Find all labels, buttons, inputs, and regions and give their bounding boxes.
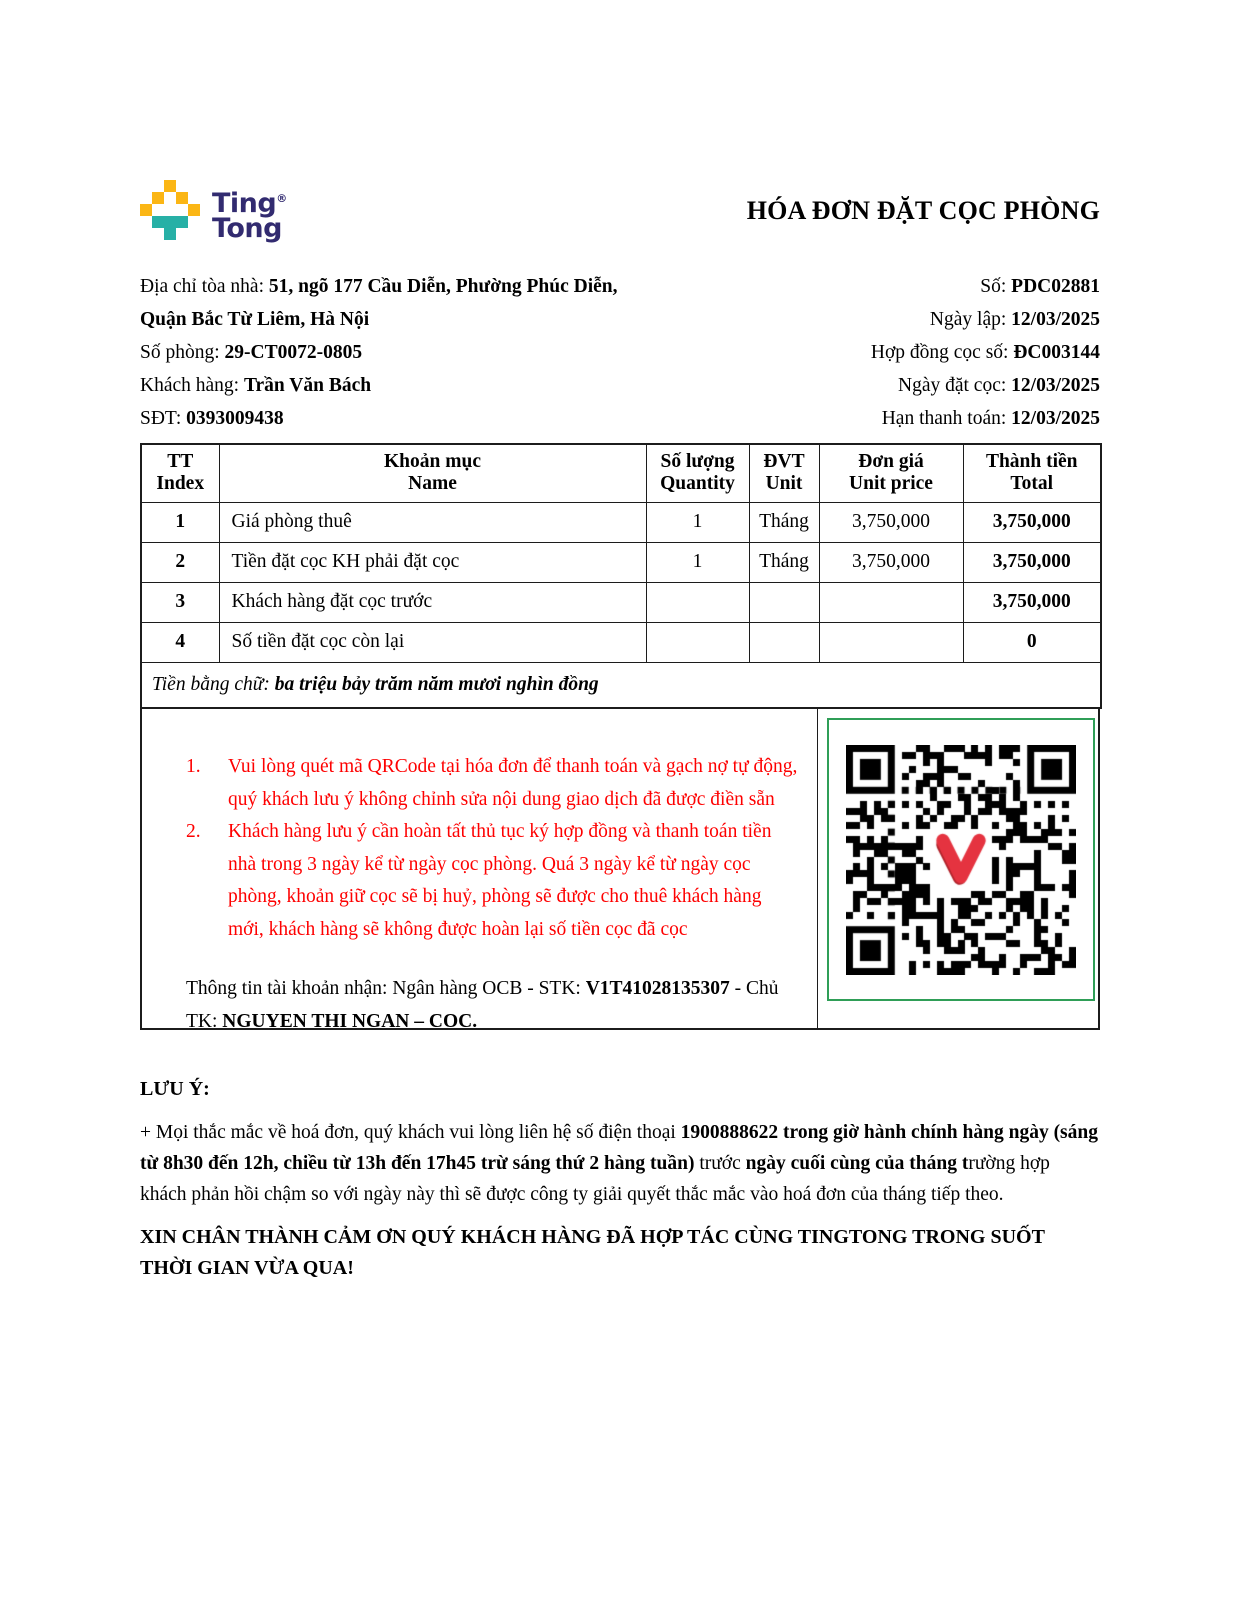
thank-you-message: XIN CHÂN THÀNH CẢM ƠN QUÝ KHÁCH HÀNG ĐÃ HỢP TÁC CÙNG TINGTONG TRONG SUỐT THỜI GIAN VỪA QUA! <box>140 1226 1045 1279</box>
footer-support-paragraph: + Mọi thắc mắc về hoá đơn, quý khách vui lòng liên hệ số điện thoại 1900888622 trong giờ hành chính hàng ngày (sáng từ 8h30 đến 12h, chiều từ 13h đến 17h45 trừ sáng thứ 2 hàng tuần) trước ngày cuối cùng của tháng trường hợp khách phản hồi chậm so với ngày này thì sẽ được công ty giải quyết thắc mắc vào hoá đơn của tháng tiếp theo. <box>140 1122 1098 1205</box>
registered-trademark-icon: ® <box>276 192 287 205</box>
col-header-quantity: Số lượng Quantity <box>646 444 749 502</box>
row3-quantity <box>646 582 749 622</box>
invoice-number-value: PDC02881 <box>1011 276 1100 297</box>
note-text: Khách hàng lưu ý cần hoàn tất thủ tục ký hợp đồng và thanh toán tiền nhà trong 3 ngày kể từ ngày cọc phòng. Quá 3 ngày kể từ ngày cọc phòng, khoản giữ cọc sẽ bị huỷ, phòng sẽ được cho thuê khách hàng mới, khách hàng sẽ không được hoàn lại số tiền cọc đã cọc <box>228 821 772 940</box>
payment-qr-code <box>846 745 1076 975</box>
row2-total: 3,750,000 <box>963 542 1101 582</box>
customer-phone-value: 0393009438 <box>186 408 284 429</box>
row1-unit-price: 3,750,000 <box>819 502 963 542</box>
row1-unit: Tháng <box>749 502 819 542</box>
due-date-line: Hạn thanh toán: 12/03/2025 <box>881 408 1100 429</box>
note-heading: LƯU Ý: <box>140 1078 210 1100</box>
deposit-date-value: 12/03/2025 <box>1011 375 1100 396</box>
customer-phone-label: SĐT: <box>140 408 187 429</box>
list-item <box>186 751 801 816</box>
payment-notes <box>142 709 817 1032</box>
amount-in-words-label: Tiền bằng chữ: <box>152 673 275 695</box>
tingtong-logo <box>140 180 287 244</box>
table-row <box>141 542 1101 582</box>
amount-in-words-row <box>141 662 1101 708</box>
row4-total: 0 <box>963 622 1101 662</box>
table-row <box>141 622 1101 662</box>
note-number: 1. <box>186 756 201 777</box>
customer-name-line <box>140 369 645 402</box>
logo-word-ting: Ting <box>212 188 277 219</box>
row1-quantity: 1 <box>646 502 749 542</box>
building-address-value: 51, ngõ 177 Cầu Diễn, Phường Phúc Diễn, Quận Bắc Từ Liêm, Hà Nội <box>140 276 618 330</box>
row4-quantity <box>646 622 749 662</box>
invoice-meta <box>871 270 1100 435</box>
list-item <box>186 816 801 946</box>
qr-cell <box>817 709 1098 1028</box>
row2-index: 2 <box>141 542 219 582</box>
row4-unit-price <box>819 622 963 662</box>
col-header-index: TT Index <box>141 444 219 502</box>
invoice-number-line: Số: PDC02881 <box>980 276 1100 297</box>
table-row <box>141 502 1101 542</box>
header <box>140 180 1100 260</box>
issue-date-value: 12/03/2025 <box>1011 309 1100 330</box>
row3-index: 3 <box>141 582 219 622</box>
row2-unit: Tháng <box>749 542 819 582</box>
table-header-row <box>141 444 1101 502</box>
row4-unit <box>749 622 819 662</box>
customer-name-value: Trần Văn Bách <box>243 375 372 396</box>
row3-unit-price <box>819 582 963 622</box>
tingtong-logo-text <box>212 186 287 244</box>
deposit-date-line: Ngày đặt cọc: 12/03/2025 <box>897 375 1100 396</box>
payment-notes-box <box>140 709 1100 1030</box>
row4-index: 4 <box>141 622 219 662</box>
building-address-label: Địa chỉ tòa nhà: <box>140 276 269 297</box>
note-text: Vui lòng quét mã QRCode tại hóa đơn để thanh toán và gạch nợ tự động, quý khách lưu ý không chỉnh sửa nội dung giao dịch đã được điền sẵn <box>228 756 798 810</box>
row2-name: Tiền đặt cọc KH phải đặt cọc <box>219 542 646 582</box>
invoice-title: HÓA ĐƠN ĐẶT CỌC PHÒNG <box>746 196 1100 225</box>
tingtong-logo-icon <box>140 180 200 240</box>
issue-date-line: Ngày lập: 12/03/2025 <box>929 309 1100 330</box>
amount-in-words <box>141 662 1101 708</box>
items-table-wrapper <box>140 443 1100 1030</box>
customer-name-label: Khách hàng: <box>140 375 244 396</box>
row2-quantity: 1 <box>646 542 749 582</box>
table-row <box>141 582 1101 622</box>
footer <box>140 1078 1100 1284</box>
building-address-line <box>140 270 645 336</box>
contract-number-value: ĐC003144 <box>1013 342 1100 363</box>
col-header-unit: ĐVT Unit <box>749 444 819 502</box>
invoice-info <box>140 270 1100 435</box>
room-number-label: Số phòng: <box>140 342 225 363</box>
row3-total: 3,750,000 <box>963 582 1101 622</box>
room-number-value: 29-CT0072-0805 <box>224 342 363 363</box>
row3-name: Khách hàng đặt cọc trước <box>219 582 646 622</box>
col-header-name: Khoản mục Name <box>219 444 646 502</box>
row4-name: Số tiền đặt cọc còn lại <box>219 622 646 662</box>
items-table <box>140 443 1102 709</box>
row1-name: Giá phòng thuê <box>219 502 646 542</box>
due-date-value: 12/03/2025 <box>1011 408 1100 429</box>
customer-info <box>140 270 645 435</box>
logo-word-tong: Tong <box>212 213 282 244</box>
customer-phone-line <box>140 402 645 435</box>
amount-in-words-value: ba triệu bảy trăm năm mươi nghìn đồng <box>274 673 599 695</box>
row1-total: 3,750,000 <box>963 502 1101 542</box>
bank-account-info: Thông tin tài khoản nhận: Ngân hàng OCB - STK: V1T41028135307 - Chủ TK: NGUYEN THI NGAN – COC. <box>186 978 779 1032</box>
row3-unit <box>749 582 819 622</box>
qr-frame <box>827 718 1095 1001</box>
col-header-total: Thành tiền Total <box>963 444 1101 502</box>
contract-number-line: Hợp đồng cọc số: ĐC003144 <box>870 342 1100 363</box>
row2-unit-price: 3,750,000 <box>819 542 963 582</box>
room-number-line <box>140 336 645 369</box>
col-header-unit-price: Đơn giá Unit price <box>819 444 963 502</box>
note-number: 2. <box>186 821 201 842</box>
row1-index: 1 <box>141 502 219 542</box>
